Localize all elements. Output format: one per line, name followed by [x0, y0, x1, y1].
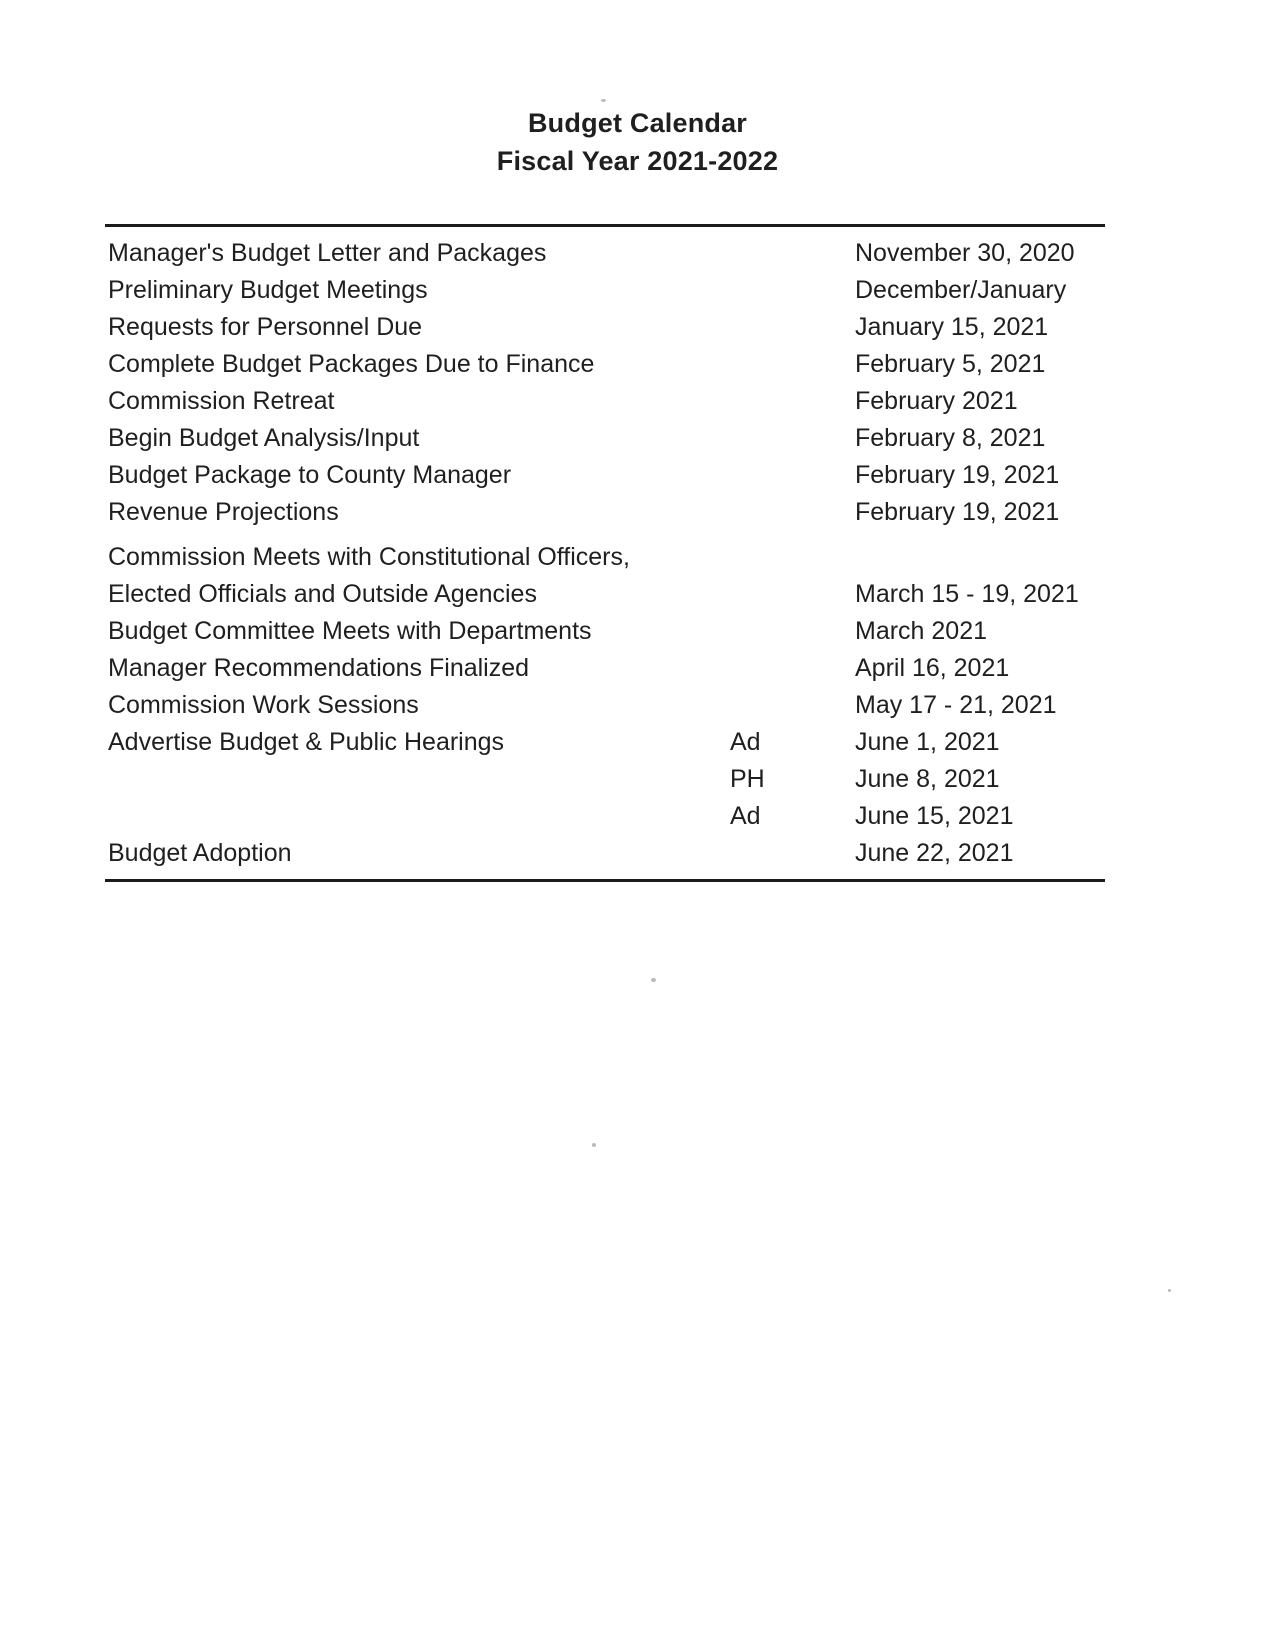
row-date: February 19, 2021	[855, 461, 1060, 489]
row-date: June 15, 2021	[855, 802, 1014, 830]
row-date: February 2021	[855, 387, 1018, 415]
row-activity: Commission Meets with Constitutional Officers,	[108, 543, 630, 571]
row-activity: Elected Officials and Outside Agencies	[108, 580, 537, 608]
row-date: June 22, 2021	[855, 839, 1014, 867]
scan-artifact-dot	[1168, 1289, 1171, 1292]
row-activity: Complete Budget Packages Due to Finance	[108, 350, 595, 378]
table-row	[105, 539, 1105, 576]
row-activity: Budget Package to County Manager	[108, 461, 512, 489]
table-row	[105, 724, 1105, 761]
table-row	[105, 309, 1105, 346]
scan-artifact-dot	[601, 99, 606, 102]
row-date: March 15 - 19, 2021	[855, 580, 1079, 608]
title-block	[0, 104, 1275, 180]
table-row	[105, 494, 1105, 531]
row-marker: Ad	[730, 802, 761, 830]
scan-artifact-dot	[651, 978, 656, 982]
row-activity: Begin Budget Analysis/Input	[108, 424, 420, 452]
row-date: February 5, 2021	[855, 350, 1046, 378]
page-title: Budget Calendar	[527, 108, 748, 138]
row-date: February 8, 2021	[855, 424, 1046, 452]
row-date: December/January	[855, 276, 1067, 304]
row-activity: Advertise Budget & Public Hearings	[108, 728, 505, 756]
row-activity: Budget Adoption	[108, 839, 292, 867]
row-activity: Commission Work Sessions	[108, 691, 419, 719]
row-date: June 1, 2021	[855, 728, 1000, 756]
table-row	[105, 687, 1105, 724]
table-row	[105, 835, 1105, 872]
budget-table-rows	[105, 235, 1105, 872]
page-subtitle: Fiscal Year 2021-2022	[496, 146, 779, 176]
table-row	[105, 383, 1105, 420]
row-date: March 2021	[855, 617, 988, 645]
row-marker: Ad	[730, 728, 761, 756]
row-activity: Preliminary Budget Meetings	[108, 276, 428, 304]
table-row	[105, 761, 1105, 798]
row-activity: Manager's Budget Letter and Packages	[108, 239, 547, 267]
table-row	[105, 613, 1105, 650]
table-row	[105, 420, 1105, 457]
row-activity: Budget Committee Meets with Departments	[108, 617, 592, 645]
table-row	[105, 457, 1105, 494]
table-row	[105, 235, 1105, 272]
table-row	[105, 346, 1105, 383]
budget-calendar-table	[105, 224, 1105, 882]
row-marker: PH	[730, 765, 765, 793]
row-activity: Requests for Personnel Due	[108, 313, 423, 341]
table-row	[105, 272, 1105, 309]
scan-artifact-dot	[592, 1143, 596, 1147]
table-row	[105, 650, 1105, 687]
row-date: May 17 - 21, 2021	[855, 691, 1057, 719]
row-date: April 16, 2021	[855, 654, 1010, 682]
row-activity: Commission Retreat	[108, 387, 335, 415]
row-date: February 19, 2021	[855, 498, 1060, 526]
row-activity: Manager Recommendations Finalized	[108, 654, 530, 682]
table-row	[105, 798, 1105, 835]
row-date: June 8, 2021	[855, 765, 1000, 793]
table-row	[105, 576, 1105, 613]
row-date: November 30, 2020	[855, 239, 1075, 267]
row-activity: Revenue Projections	[108, 498, 339, 526]
row-date: January 15, 2021	[855, 313, 1049, 341]
